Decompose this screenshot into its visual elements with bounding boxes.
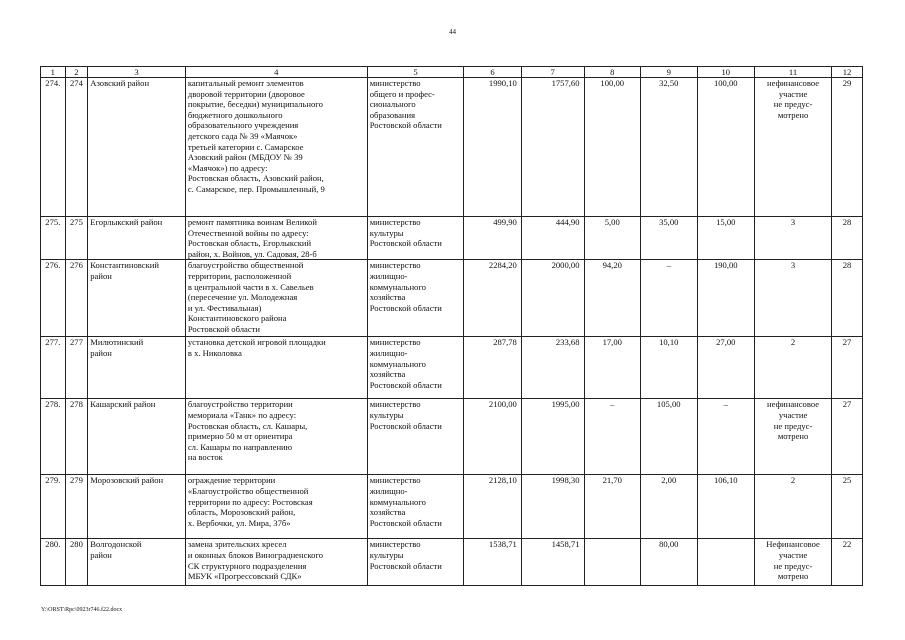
table-row <box>41 217 863 260</box>
description-cell: благоустройство общественной территории, расположенной в центральной части в х. Савельев (пересечение ул. Молодежная и ул. Фестивальная) Константиновского района Ростовской области <box>185 260 367 337</box>
value-cell-9: 2,00 <box>641 475 698 539</box>
value-cell-10: 27,00 <box>697 337 755 399</box>
table-row <box>41 475 863 539</box>
value-cell-8: 17,00 <box>584 337 641 399</box>
value-cell-11: нефинансовое участие не предус- мотрено <box>755 399 832 475</box>
header-cell: 7 <box>521 67 584 78</box>
value-cell-10: 106,10 <box>697 475 755 539</box>
value-cell-10: 100,00 <box>697 78 755 217</box>
value-cell-7: 1998,30 <box>521 475 584 539</box>
value-cell-12: 28 <box>832 260 863 337</box>
header-cell: 1 <box>41 67 66 78</box>
value-cell-12: 29 <box>832 78 863 217</box>
district-cell: Азовский район <box>88 78 186 217</box>
ministry-cell: министерство жилищно- коммунального хозяйства Ростовской области <box>367 475 464 539</box>
row-id: 280 <box>65 539 88 586</box>
header-cell: 6 <box>464 67 522 78</box>
description-cell: ограждение территории «Благоустройство общественной территории по адресу: Ростовская область, Морозовский район, х. Вербочки, ул. Мира, 37б» <box>185 475 367 539</box>
header-cell: 11 <box>755 67 832 78</box>
header-row <box>41 67 863 78</box>
row-number: 280. <box>41 539 66 586</box>
description-cell: ремонт памятника воинам Великой Отечественной войны по адресу: Ростовская область, Егорлыкский район, х. Войнов, ул. Садовая, 28-б <box>185 217 367 260</box>
value-cell-8: 21,70 <box>584 475 641 539</box>
header-cell: 8 <box>584 67 641 78</box>
value-cell-9: 80,00 <box>641 539 698 586</box>
value-cell-6: 2100,00 <box>464 399 522 475</box>
value-cell-7: 1458,71 <box>521 539 584 586</box>
header-cell: 5 <box>367 67 464 78</box>
value-cell-7: 1995,00 <box>521 399 584 475</box>
value-cell-12: 27 <box>832 399 863 475</box>
value-cell-6: 2284,20 <box>464 260 522 337</box>
value-cell-9: – <box>641 260 698 337</box>
description-cell: установка детской игровой площадки в х. Николовка <box>185 337 367 399</box>
row-id: 278 <box>65 399 88 475</box>
value-cell-8 <box>584 539 641 586</box>
value-cell-11: нефинансовое участие не предус- мотрено <box>755 78 832 217</box>
district-cell: Константиновский район <box>88 260 186 337</box>
value-cell-7: 2000,00 <box>521 260 584 337</box>
value-cell-6: 499,90 <box>464 217 522 260</box>
value-cell-8: 100,00 <box>584 78 641 217</box>
row-id: 275 <box>65 217 88 260</box>
row-number: 279. <box>41 475 66 539</box>
page-number: 44 <box>449 28 456 36</box>
table-row <box>41 539 863 586</box>
value-cell-10: 15,00 <box>697 217 755 260</box>
description-cell: капитальный ремонт элементов дворовой территории (дворовое покрытие, беседки) муниципального бюджетного дошкольного образовательного учреждения детского сада № 39 «Маячок» третьей категории с. Самарское Азовский район (МБДОУ № 39 «Маячок») по адресу: Ростовская область, Азовский район, с. Самарское, пер. Промышленный, 9 <box>185 78 367 217</box>
value-cell-12: 25 <box>832 475 863 539</box>
header-cell: 12 <box>832 67 863 78</box>
row-id: 276 <box>65 260 88 337</box>
header-cell: 3 <box>88 67 186 78</box>
value-cell-7: 444,90 <box>521 217 584 260</box>
value-cell-12: 22 <box>832 539 863 586</box>
value-cell-6: 2128,10 <box>464 475 522 539</box>
district-cell: Волгодонской район <box>88 539 186 586</box>
value-cell-11: 3 <box>755 217 832 260</box>
district-cell: Егорлыкский район <box>88 217 186 260</box>
ministry-cell: министерство общего и профес- сионального образования Ростовской области <box>367 78 464 217</box>
value-cell-9: 105,00 <box>641 399 698 475</box>
row-id: 277 <box>65 337 88 399</box>
value-cell-11: 3 <box>755 260 832 337</box>
row-id: 274 <box>65 78 88 217</box>
ministry-cell: министерство жилищно- коммунального хозяйства Ростовской области <box>367 260 464 337</box>
projects-table <box>40 66 863 586</box>
value-cell-6: 1538,71 <box>464 539 522 586</box>
header-cell: 9 <box>641 67 698 78</box>
table-row <box>41 260 863 337</box>
district-cell: Кашарский район <box>88 399 186 475</box>
value-cell-10: – <box>697 399 755 475</box>
value-cell-9: 32,50 <box>641 78 698 217</box>
value-cell-11: 2 <box>755 475 832 539</box>
value-cell-8: – <box>584 399 641 475</box>
value-cell-12: 28 <box>832 217 863 260</box>
description-cell: замена зрительских кресел и оконных блоков Виноградненского СК структурного подразделения МБУК «Прогрессовский СДК» <box>185 539 367 586</box>
table-row <box>41 78 863 217</box>
value-cell-10: 190,00 <box>697 260 755 337</box>
value-cell-6: 1990,10 <box>464 78 522 217</box>
header-cell: 10 <box>697 67 755 78</box>
row-id: 279 <box>65 475 88 539</box>
value-cell-8: 5,00 <box>584 217 641 260</box>
value-cell-9: 35,00 <box>641 217 698 260</box>
value-cell-12: 27 <box>832 337 863 399</box>
district-cell: Милютинский район <box>88 337 186 399</box>
row-number: 275. <box>41 217 66 260</box>
value-cell-10 <box>697 539 755 586</box>
ministry-cell: министерство культуры Ростовской области <box>367 539 464 586</box>
district-cell: Морозовский район <box>88 475 186 539</box>
table-row <box>41 399 863 475</box>
ministry-cell: министерство культуры Ростовской области <box>367 217 464 260</box>
value-cell-9: 10,10 <box>641 337 698 399</box>
value-cell-8: 94,20 <box>584 260 641 337</box>
row-number: 276. <box>41 260 66 337</box>
ministry-cell: министерство жилищно- коммунального хозяйства Ростовской области <box>367 337 464 399</box>
value-cell-11: 2 <box>755 337 832 399</box>
value-cell-7: 1757,60 <box>521 78 584 217</box>
ministry-cell: министерство культуры Ростовской области <box>367 399 464 475</box>
row-number: 277. <box>41 337 66 399</box>
header-cell: 2 <box>65 67 88 78</box>
value-cell-7: 233,68 <box>521 337 584 399</box>
row-number: 278. <box>41 399 66 475</box>
row-number: 274. <box>41 78 66 217</box>
header-cell: 4 <box>185 67 367 78</box>
table-row <box>41 337 863 399</box>
description-cell: благоустройство территории мемориала «Танк» по адресу: Ростовская область, сл. Кашары, примерно 50 м от ориентира сл. Кашары по направлению на восток <box>185 399 367 475</box>
value-cell-11: Нефинансовое участие не предус- мотрено <box>755 539 832 586</box>
footer-file-path: Y:\ORST\Rpc\0923r746.f22.docx <box>41 607 123 613</box>
value-cell-6: 287,78 <box>464 337 522 399</box>
